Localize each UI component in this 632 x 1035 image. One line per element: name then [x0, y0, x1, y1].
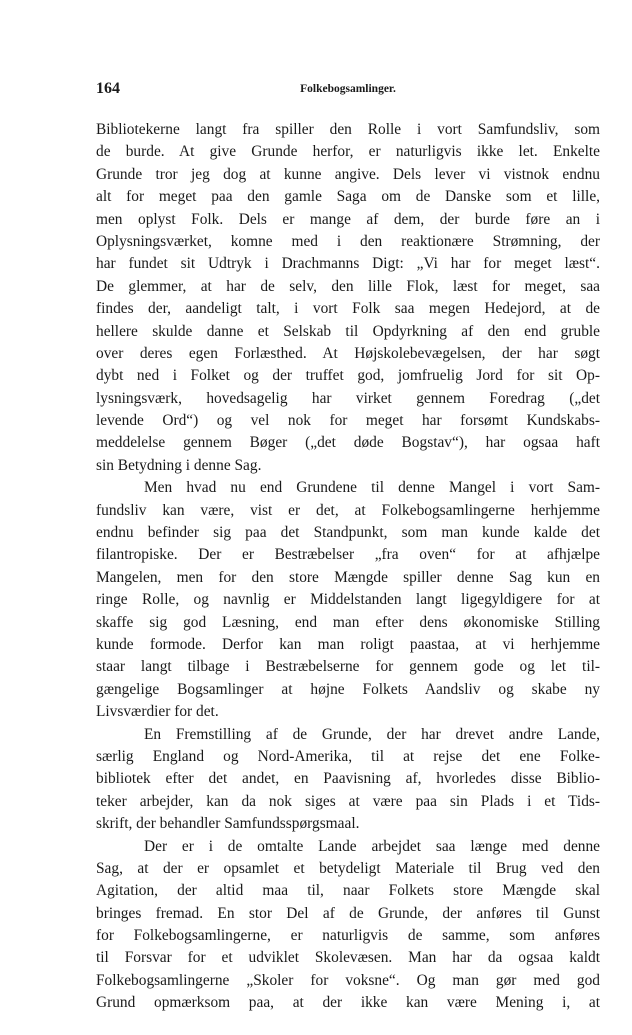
- text-line: ringe Rolle, og navnlig er Middelstanden langt ligegyldigere for at: [96, 591, 600, 609]
- text-line: Agitation, der altid maa til, naar Folkets store Mængde skal: [96, 882, 600, 900]
- text-line: meddelelse gennem Bøger („det døde Bogstav“), har ogsaa haft: [96, 434, 600, 452]
- text-line: bringes fremad. En stor Del af de Grunde, der anføres til Gunst: [96, 904, 600, 922]
- text-line: Grunde tror jeg dog at kunne angive. Dels lever vi vistnok endnu: [96, 165, 600, 183]
- text-line: Folkebogsamlingerne „Skoler for voksne“. Og man gør med god: [96, 971, 600, 989]
- text-line: findes der, aandeligt talt, i vort Folk saa megen Hedejord, at de: [96, 300, 600, 318]
- text-line: alt for meget paa den gamle Saga om de Danske som et lille,: [96, 188, 600, 206]
- text-line: Oplysningsværket, komne med i den reaktionære Strømning, der: [96, 232, 600, 250]
- text-line: kunde formode. Derfor kan man roligt paastaa, at vi herhjemme: [96, 635, 600, 653]
- text-line: De glemmer, at har de selv, den lille Flok, læst for meget, saa: [96, 277, 600, 295]
- text-line: lysningsværk, hovedsagelig har virket gennem Foredrag („det: [96, 389, 600, 407]
- text-line: særlig England og Nord-Amerika, til at rejse det ene Folke-: [96, 747, 600, 765]
- text-line: Bibliotekerne langt fra spiller den Rolle i vort Samfundsliv, som: [96, 121, 600, 138]
- text-line: bibliotek efter det andet, en Paavisning af, hvorledes disse Biblio-: [96, 770, 600, 788]
- text-line: for Folkebogsamlingerne, er naturligvis de samme, som anføres: [96, 927, 600, 945]
- running-title: Folkebogsamlinger.: [300, 83, 396, 95]
- text-line: Der er i de omtalte Lande arbejdet saa længe med denne: [144, 837, 600, 855]
- text-line: gængelige Bogsamlinger at højne Folkets Aandsliv og skabe ny: [96, 680, 600, 698]
- page-number: 164: [96, 80, 120, 97]
- text-line: skrift, der behandler Samfundsspørgsmaal.: [96, 815, 360, 833]
- text-line: dybt ned i Folket og der truffet god, jomfruelig Jord for sit Op-: [96, 367, 600, 385]
- text-line: teker arbejder, kan da nok siges at være paa sin Plads i et Tids-: [96, 792, 600, 810]
- body-text: [96, 119, 600, 1015]
- text-line: Livsværdier for det.: [96, 703, 219, 721]
- text-line: hellere skulde danne et Selskab til Opdyrkning af den end gruble: [96, 322, 600, 340]
- text-line: endnu befinder sig paa det Standpunkt, som man kunde kalde det: [96, 524, 600, 542]
- text-line: skaffe sig god Læsning, end man efter dens økonomiske Stilling: [96, 613, 600, 631]
- running-head: [96, 80, 600, 98]
- text-line: Sag, at der er opsamlet et betydeligt Materiale til Brug ved den: [96, 859, 600, 877]
- text-line: over deres egen Forlæsthed. At Højskolebevægelsen, der har søgt: [96, 344, 600, 362]
- text-line: men oplyst Folk. Dels er mange af dem, der burde føre an i: [96, 210, 600, 228]
- text-line: levende Ord“) og vel nok for meget har forsømt Kundskabs-: [96, 412, 600, 430]
- text-line: Grund opmærksom paa, at der ikke kan være Mening i, at: [96, 994, 600, 1012]
- text-line: fundsliv kan være, vist er det, at Folkebogsamlingerne herhjemme: [96, 501, 600, 519]
- text-line: de burde. At give Grunde herfor, er naturligvis ikke let. Enkelte: [96, 143, 600, 161]
- text-line: filantropiske. Der er Bestræbelser „fra oven“ for at afhjælpe: [96, 546, 600, 564]
- text-line: staar langt tilbage i Bestræbelserne for gennem gode og let til-: [96, 658, 600, 676]
- text-line: En Fremstilling af de Grunde, der har drevet andre Lande,: [144, 725, 600, 743]
- text-line: til Forsvar for et udviklet Skolevæsen. Man har da ogsaa kaldt: [96, 949, 600, 967]
- text-line: sin Betydning i denne Sag.: [96, 456, 262, 474]
- text-line: Men hvad nu end Grundene til denne Mangel i vort Sam-: [144, 479, 600, 497]
- text-line: Mangelen, men for den store Mængde spiller denne Sag kun en: [96, 568, 600, 586]
- text-line: har fundet sit Udtryk i Drachmanns Digt: „Vi har for meget læst“.: [96, 255, 600, 273]
